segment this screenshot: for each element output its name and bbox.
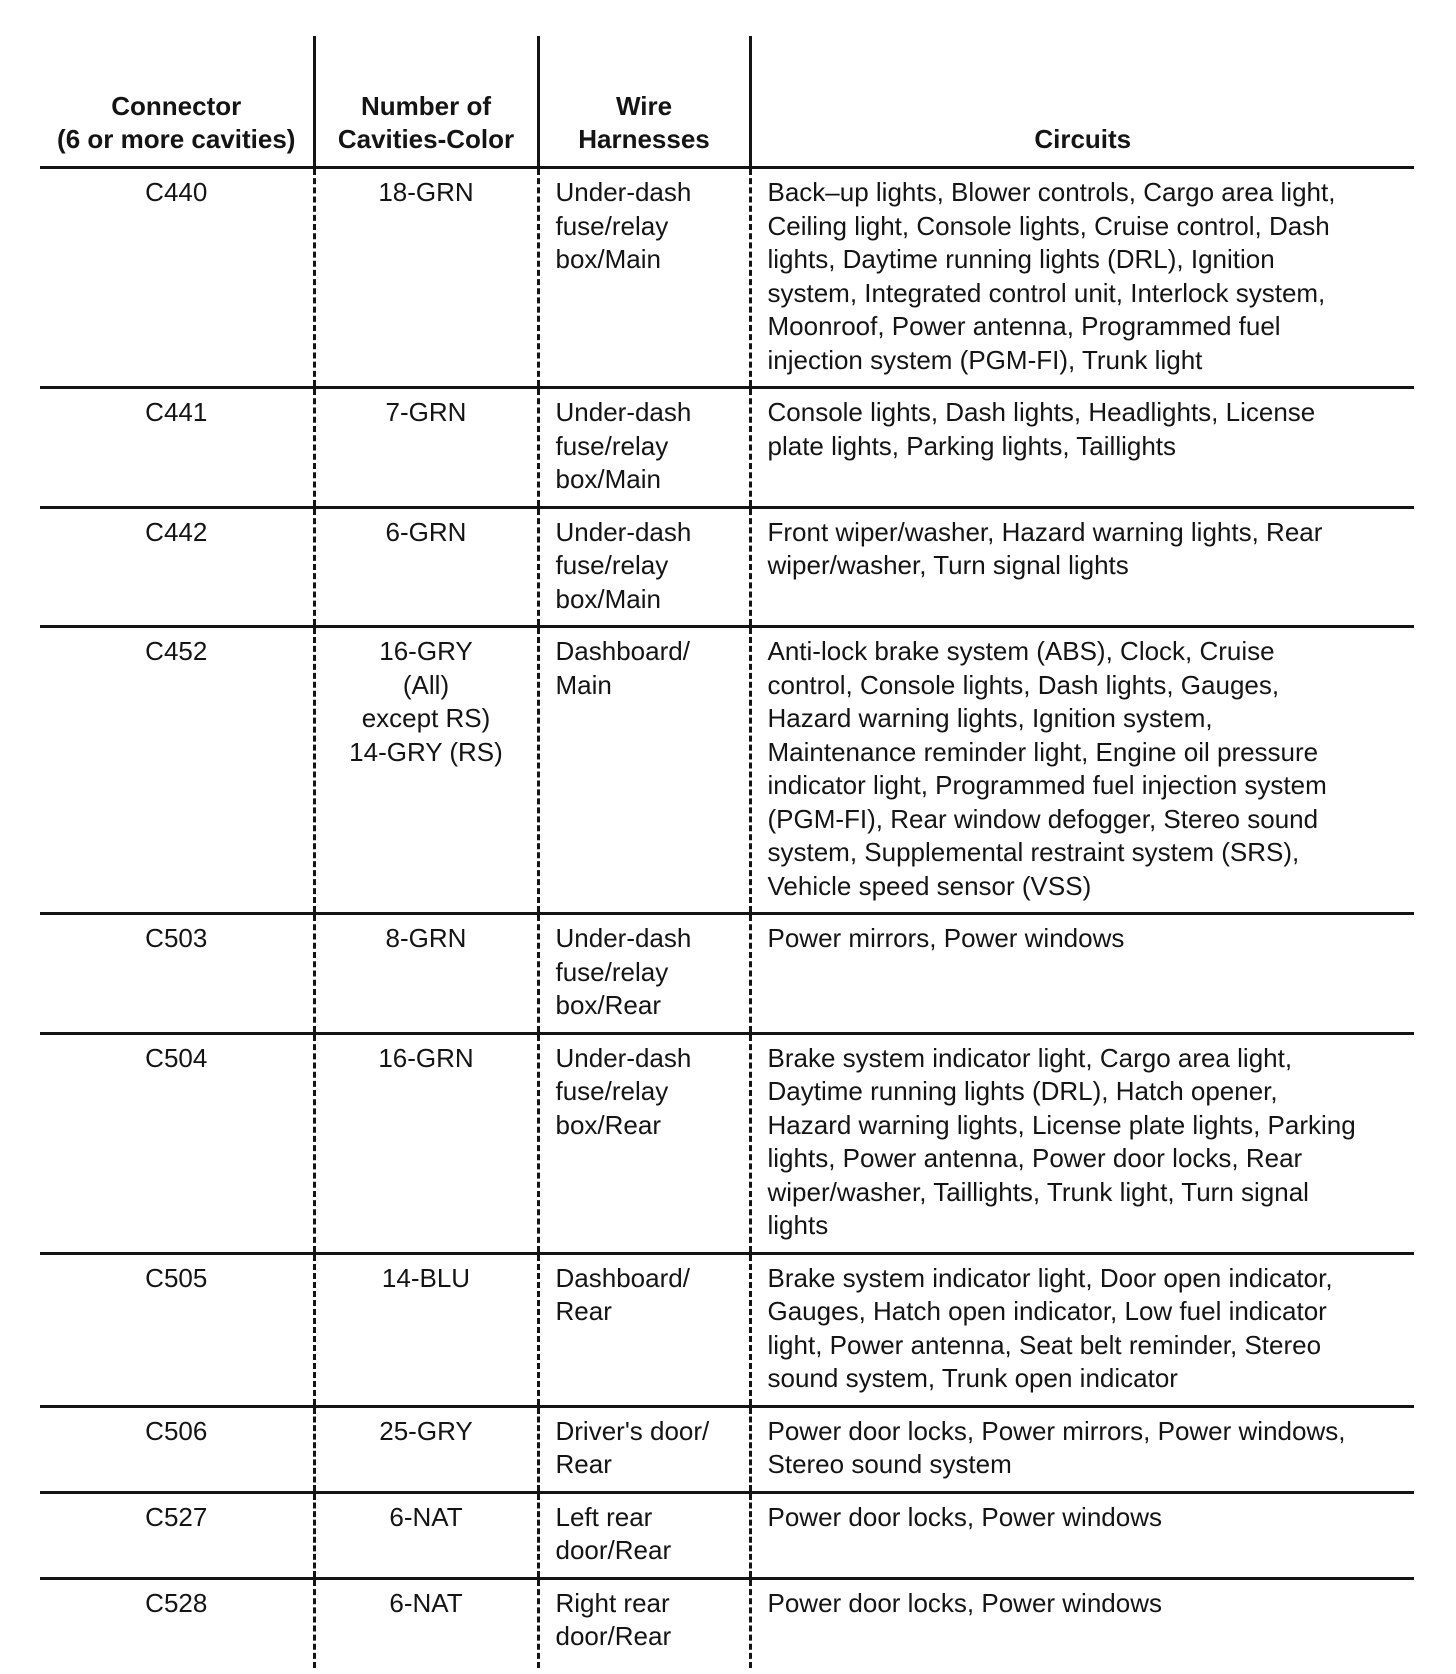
cavities-line: 7-GRN — [385, 397, 467, 427]
connector-id: C441 — [145, 397, 208, 427]
table-row — [40, 507, 1414, 627]
connector-id: C505 — [145, 1262, 208, 1293]
harness-line: Rear — [555, 1449, 612, 1479]
connector-cell — [40, 1253, 314, 1406]
circuits-line: Hazard warning lights, Ignition system, — [767, 703, 1213, 733]
harness-line: Under-dash — [555, 516, 692, 547]
header-connector-line: (6 or more cavities) — [57, 124, 296, 154]
header-connector-line: Connector — [111, 91, 242, 121]
table-row — [40, 1406, 1414, 1492]
harness-cell — [538, 1033, 750, 1253]
circuits-line: Ceiling light, Console lights, Cruise control, Dash — [767, 210, 1330, 241]
harness-cell — [538, 168, 750, 388]
header-harnesses-line: Harnesses — [578, 124, 710, 154]
connector-cell — [40, 507, 314, 627]
circuits-line: lights, Daytime running lights (DRL), Ignition — [767, 244, 1275, 274]
cavities-cell — [314, 1406, 538, 1492]
harness-line: fuse/relay — [555, 1076, 669, 1106]
circuits-cell — [750, 1492, 1414, 1578]
connector-cell — [40, 168, 314, 388]
header-connector — [40, 36, 314, 168]
circuits-line: Moonroof, Power antenna, Programmed fuel — [767, 311, 1281, 341]
circuits-line: Anti-lock brake system (ABS), Clock, Cruise — [767, 636, 1275, 666]
circuits-line: Console lights, Dash lights, Headlights, License — [767, 397, 1316, 427]
harness-line: Rear — [555, 1296, 612, 1326]
cavities-line: 16-GRN — [378, 1042, 474, 1073]
circuits-line: Brake system indicator light, Cargo area light, — [767, 1042, 1293, 1073]
harness-line: box/Rear — [555, 990, 661, 1020]
table-row — [40, 914, 1414, 1034]
circuits-cell — [750, 914, 1414, 1034]
cavities-cell — [314, 1578, 538, 1668]
circuits-line: Stereo sound system — [767, 1449, 1012, 1479]
cavities-line: 6-GRN — [385, 516, 467, 547]
table-row — [40, 388, 1414, 508]
circuits-line: Gauges, Hatch open indicator, Low fuel indicator — [767, 1296, 1327, 1326]
harness-cell — [538, 1406, 750, 1492]
harness-line: fuse/relay — [555, 210, 669, 241]
connector-id: C527 — [145, 1501, 208, 1532]
table-row — [40, 627, 1414, 914]
circuits-cell — [750, 507, 1414, 627]
cavities-cell — [314, 507, 538, 627]
circuits-line: Vehicle speed sensor (VSS) — [767, 870, 1092, 901]
header-cavities — [314, 36, 538, 168]
harness-cell — [538, 627, 750, 914]
harness-cell — [538, 914, 750, 1034]
cavities-line: 14-GRY (RS) — [349, 736, 503, 767]
circuits-line: Power door locks, Power windows — [767, 1587, 1162, 1618]
connector-id: C528 — [145, 1587, 208, 1618]
circuits-cell — [750, 388, 1414, 508]
connector-id: C504 — [145, 1042, 208, 1073]
header-row — [40, 36, 1414, 168]
cavities-cell — [314, 914, 538, 1034]
harness-line: Dashboard/ — [555, 1262, 690, 1293]
harness-line: fuse/relay — [555, 550, 669, 580]
harness-cell — [538, 1492, 750, 1578]
circuits-line: wiper/washer, Turn signal lights — [767, 550, 1129, 580]
harness-line: fuse/relay — [555, 956, 669, 987]
connector-cell — [40, 627, 314, 914]
connector-cell — [40, 388, 314, 508]
connector-id: C440 — [145, 177, 208, 207]
harness-line: Under-dash — [555, 923, 692, 953]
connector-cell — [40, 914, 314, 1034]
cavities-line: 8-GRN — [385, 923, 467, 953]
cavities-cell — [314, 1033, 538, 1253]
connector-table — [40, 36, 1414, 1668]
harness-line: Dashboard/ — [555, 636, 690, 666]
harness-line: Right rear — [555, 1587, 670, 1618]
connector-id: C442 — [145, 516, 208, 547]
cavities-cell — [314, 1253, 538, 1406]
cavities-line: (All) — [402, 669, 450, 700]
circuits-line: system, Supplemental restraint system (SRS), — [767, 837, 1300, 867]
harness-line: Main — [555, 669, 612, 700]
circuits-line: Hazard warning lights, License plate lights, Parking — [767, 1109, 1356, 1140]
table-row — [40, 168, 1414, 388]
harness-line: Under-dash — [555, 1042, 692, 1073]
circuits-line: plate lights, Parking lights, Taillights — [767, 430, 1177, 461]
circuits-line: Front wiper/washer, Hazard warning lights, Rear — [767, 516, 1323, 547]
circuits-cell — [750, 627, 1414, 914]
connector-cell — [40, 1492, 314, 1578]
circuits-line: light, Power antenna, Seat belt reminder, Stereo — [767, 1329, 1322, 1360]
connector-cell — [40, 1406, 314, 1492]
circuits-line: Power mirrors, Power windows — [767, 923, 1125, 953]
connector-id: C452 — [145, 636, 208, 666]
harness-line: box/Rear — [555, 1109, 661, 1140]
header-harnesses-line: Wire — [615, 91, 673, 121]
circuits-line: sound system, Trunk open indicator — [767, 1363, 1178, 1393]
cavities-line: 16-GRY — [379, 636, 473, 666]
harness-line: Left rear — [555, 1501, 653, 1532]
harness-cell — [538, 1578, 750, 1668]
connector-table-page — [40, 36, 1414, 1668]
harness-line: box/Main — [555, 244, 661, 274]
harness-line: Driver's door/ — [555, 1415, 710, 1446]
table-row — [40, 1253, 1414, 1406]
harness-line: door/Rear — [555, 1535, 672, 1565]
circuits-line: control, Console lights, Dash lights, Gauges, — [767, 669, 1280, 700]
circuits-line: indicator light, Programmed fuel injection system — [767, 770, 1327, 800]
circuits-cell — [750, 168, 1414, 388]
table-row — [40, 1033, 1414, 1253]
harness-line: door/Rear — [555, 1621, 672, 1651]
harness-line: Under-dash — [555, 397, 692, 427]
connector-cell — [40, 1578, 314, 1668]
harness-cell — [538, 507, 750, 627]
circuits-line: Power door locks, Power windows — [767, 1501, 1162, 1532]
circuits-line: lights — [767, 1210, 829, 1240]
connector-id: C503 — [145, 923, 208, 953]
circuits-line: lights, Power antenna, Power door locks, Rear — [767, 1143, 1303, 1173]
cavities-cell — [314, 627, 538, 914]
cavities-line: 6-NAT — [389, 1501, 463, 1532]
circuits-line: Daytime running lights (DRL), Hatch opener, — [767, 1076, 1278, 1106]
circuits-line: injection system (PGM-FI), Trunk light — [767, 344, 1203, 375]
cavities-line: 25-GRY — [379, 1415, 473, 1446]
circuits-line: wiper/washer, Taillights, Trunk light, Turn signal — [767, 1176, 1309, 1207]
circuits-line: Maintenance reminder light, Engine oil pressure — [767, 736, 1319, 767]
circuits-line: Power door locks, Power mirrors, Power windows, — [767, 1415, 1346, 1446]
table-row — [40, 1578, 1414, 1668]
circuits-line: (PGM-FI), Rear window defogger, Stereo sound — [767, 803, 1319, 834]
cavities-line: 18-GRN — [378, 177, 474, 207]
table-body — [40, 168, 1414, 1668]
cavities-cell — [314, 388, 538, 508]
cavities-cell — [314, 168, 538, 388]
cavities-line: 14-BLU — [381, 1262, 471, 1293]
header-cavities-line: Cavities-Color — [337, 124, 515, 154]
harness-line: Under-dash — [555, 177, 692, 207]
connector-id: C506 — [145, 1415, 208, 1446]
harness-line: box/Main — [555, 464, 661, 494]
circuits-cell — [750, 1033, 1414, 1253]
harness-cell — [538, 388, 750, 508]
cavities-cell — [314, 1492, 538, 1578]
circuits-cell — [750, 1578, 1414, 1668]
table-row — [40, 1492, 1414, 1578]
harness-line: fuse/relay — [555, 430, 669, 461]
header-harnesses — [538, 36, 750, 168]
connector-cell — [40, 1033, 314, 1253]
cavities-line: except RS) — [361, 703, 491, 733]
harness-cell — [538, 1253, 750, 1406]
circuits-cell — [750, 1406, 1414, 1492]
header-circuits — [750, 36, 1414, 168]
circuits-line: Brake system indicator light, Door open indicator, — [767, 1262, 1333, 1293]
circuits-cell — [750, 1253, 1414, 1406]
harness-line: box/Main — [555, 583, 661, 614]
header-circuits-line: Circuits — [1034, 124, 1132, 154]
circuits-line: Back–up lights, Blower controls, Cargo area light, — [767, 177, 1336, 207]
circuits-line: system, Integrated control unit, Interlock system, — [767, 277, 1326, 308]
header-cavities-line: Number of — [361, 91, 491, 121]
cavities-line: 6-NAT — [389, 1587, 463, 1618]
